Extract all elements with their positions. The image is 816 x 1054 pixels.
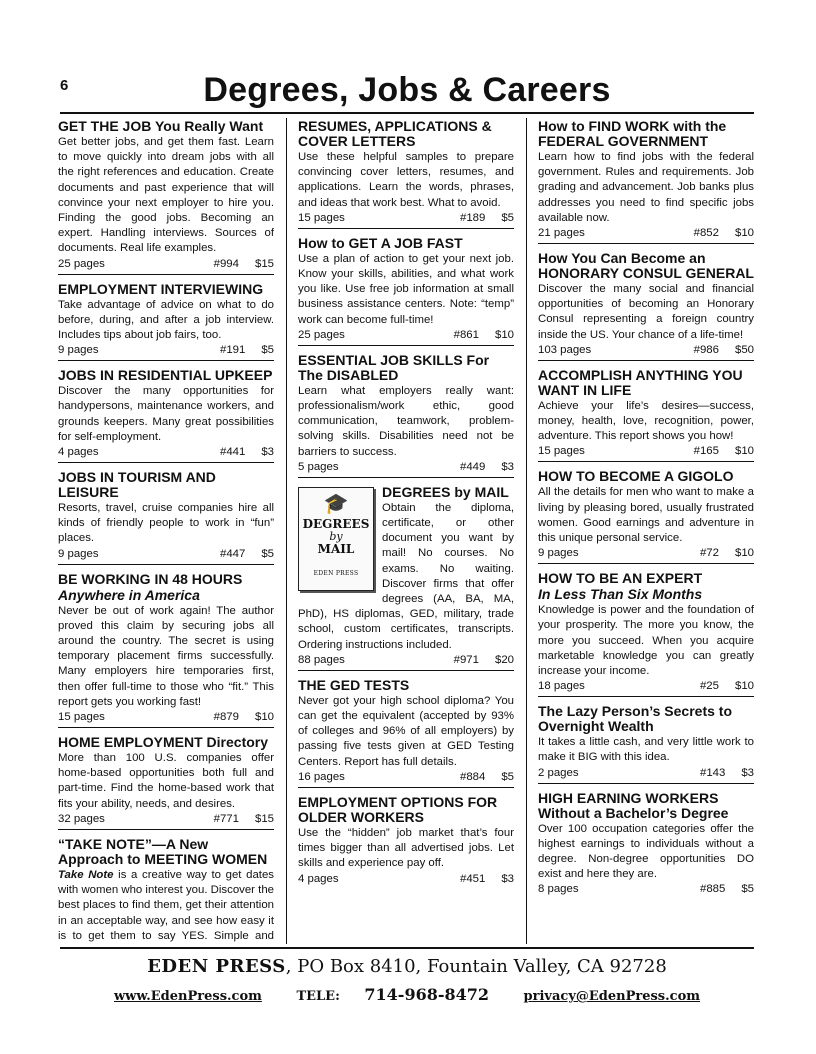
item-title: JOBS IN TOURISM AND LEISURE <box>58 469 216 501</box>
item-pages: 103 pages <box>538 343 592 356</box>
item-meta <box>298 872 514 887</box>
item-meta <box>58 812 274 827</box>
phone-group <box>286 985 499 1004</box>
catalog-item <box>538 367 754 463</box>
item-price: $10 <box>734 547 754 560</box>
item-description: Take advantage of advice on what to do before, during, and after a job interview. Includes tips about job fairs, too. <box>58 298 274 342</box>
book-publisher: EDEN PRESS <box>313 569 359 577</box>
title-divider <box>60 112 754 114</box>
book-title-line1: DEGREES <box>302 516 370 531</box>
item-description: All the details for men who want to make a living by pleasing bored, usually frustrated women. Good earnings and adventure in this unique personal service. <box>538 486 754 545</box>
catalog-item <box>58 469 274 565</box>
item-description: Use a plan of action to get your next job. Know your skills, abilities, and what work you like. Use free job information at small business assistance centers. Note: “temp” work can become full-time! <box>298 252 514 326</box>
item-code: #852 <box>693 227 719 240</box>
catalog-item <box>298 118 514 229</box>
item-meta <box>298 328 514 343</box>
item-code: #441 <box>219 446 246 459</box>
item-title: The Lazy Person’s Secrets to Overnight Wealth <box>538 703 732 735</box>
book-title-line2: by <box>329 529 343 543</box>
item-description: Learn what employers really want: professionalism/work ethic, good communication, teamwork, problem-solving skills. Disabilities need not be barriers to success. <box>298 384 514 458</box>
item-description-lead: Take Note <box>58 868 114 881</box>
item-code: #165 <box>693 445 719 458</box>
item-meta <box>58 445 274 460</box>
item-title: BE WORKING IN 48 HOURS <box>58 570 243 587</box>
item-title: HOME EMPLOYMENT Directory <box>58 734 269 751</box>
item-pages: 18 pages <box>538 680 585 693</box>
item-meta <box>538 679 754 694</box>
email-link[interactable]: privacy@EdenPress.com <box>523 989 700 1004</box>
item-subtitle: Anywhere in America <box>58 586 200 603</box>
item-price: $3 <box>501 872 514 885</box>
item-title: ESSENTIAL JOB SKILLS For The DISABLED <box>298 351 490 383</box>
item-subtitle: In Less Than Six Months <box>538 586 703 603</box>
item-description: Never got your high school diploma? You can get the equivalent (accepted by 93% of colleges and 96% of all employers) by passing five tests given at GED Testing Centers. Report has full details. <box>298 694 514 768</box>
item-description: Discover the many social and financial opportunities of becoming an Honorary Consul representing a foreign country inside the US. Your chance of a life-time! <box>538 283 754 341</box>
column-divider <box>286 118 287 944</box>
item-code: #191 <box>219 344 246 357</box>
item-price: $15 <box>254 257 274 270</box>
item-pages: 21 pages <box>538 227 585 240</box>
item-pages: 4 pages <box>58 446 99 459</box>
column-3 <box>538 118 754 944</box>
item-description: Obtain the diploma, certificate, or other document you want by mail! No courses. No exams. No waiting. Discover firms that offer degrees (AA, BA, MA, PhD), HS diplomas, GED, military, trade school, custom certificates, transcripts. Ordering instructions included. <box>298 501 514 651</box>
column-divider <box>526 118 527 944</box>
item-price: $3 <box>741 766 754 779</box>
footer-contact <box>60 985 754 1004</box>
item-code: #861 <box>453 328 479 341</box>
item-pages: 32 pages <box>58 812 105 825</box>
catalog-item <box>538 250 754 361</box>
website-link[interactable]: www.EdenPress.com <box>113 989 262 1004</box>
page-number: 6 <box>60 77 69 94</box>
item-description: Learn how to find jobs with the federal government. Rules and requirements. Job grading and advancement. Job banks plus addresses you need to find specific jobs available now. <box>538 151 754 224</box>
item-meta <box>298 460 514 475</box>
catalog-item <box>298 352 514 478</box>
item-description: More than 100 U.S. companies offer home-based opportunities both full and part-time. Find the home-based work that fits your ability, needs, and desires. <box>58 752 274 810</box>
catalog-item <box>538 118 754 244</box>
item-price: $5 <box>501 770 514 783</box>
item-pages: 15 pages <box>298 211 345 224</box>
item-code: #971 <box>453 653 479 666</box>
item-code: #879 <box>213 711 239 724</box>
catalog-item <box>538 570 754 697</box>
item-price: $15 <box>254 812 274 825</box>
graduation-cap-icon: 🎓 <box>323 490 349 515</box>
footer-divider <box>60 947 754 949</box>
item-code: #449 <box>459 460 486 473</box>
item-description: It takes a little cash, and very little work to make it BIG with this idea. <box>538 736 754 764</box>
item-description: Use the “hidden” job market that’s four times bigger than all advertised jobs. Let skills and experience pay off. <box>298 826 514 870</box>
item-title: RESUMES, APPLICATIONS & COVER LETTERS <box>298 118 492 149</box>
item-description: Never be out of work again! The author proved this claim by securing jobs all around the country. The secret is using temporary placement firms successfully. Many employers hire temporaries first, then offer full-time to those who “fit.” This report gets you working fast! <box>58 604 274 708</box>
item-price: $5 <box>261 344 274 357</box>
item-title: HIGH EARNING WORKERS Without a Bachelor’s Degree <box>538 789 729 821</box>
item-code: #885 <box>699 883 726 896</box>
item-description: Knowledge is power and the foundation of your prosperity. The more you know, the more you succeed. When you acquire marketable knowledge you can greatly increase your income. <box>538 604 754 678</box>
item-meta <box>58 547 274 562</box>
item-price: $3 <box>261 446 274 459</box>
item-description: Over 100 occupation categories offer the highest earnings to individuals without a degree. Non-degree opportunities DO exist and here they are. <box>538 822 754 881</box>
catalog-item <box>58 281 274 362</box>
item-pages: 9 pages <box>58 547 99 560</box>
item-price: $10 <box>734 445 754 458</box>
item-code: #994 <box>213 257 239 270</box>
item-description: Resorts, travel, cruise companies hire all kinds of friendly people to work in “fun” places. <box>58 502 274 545</box>
item-price: $5 <box>501 211 514 224</box>
item-title: “TAKE NOTE”—A New Approach to MEETING WOMEN <box>58 835 268 867</box>
catalog-item <box>58 836 274 944</box>
item-price: $5 <box>261 547 274 560</box>
item-title: DEGREES by MAIL <box>382 483 509 500</box>
address-text: , PO Box 8410, Fountain Valley, CA 92728 <box>285 956 667 977</box>
item-meta <box>298 211 514 226</box>
item-meta <box>538 766 754 781</box>
catalog-item <box>538 468 754 564</box>
item-description: Discover the many opportunities for handypersons, maintenance workers, and grounds keepers. Many great possibilities for self-employment. <box>58 385 274 443</box>
catalog-item <box>298 677 514 788</box>
item-meta <box>58 343 274 358</box>
item-code: #72 <box>699 547 719 560</box>
item-description <box>58 868 274 944</box>
item-meta <box>538 546 754 561</box>
catalog-item <box>58 118 274 275</box>
catalog-item <box>538 703 754 783</box>
item-price: $50 <box>734 343 754 356</box>
item-title: JOBS IN RESIDENTIAL UPKEEP <box>58 367 273 384</box>
footer-address <box>60 956 754 977</box>
item-pages: 8 pages <box>538 883 579 896</box>
item-price: $10 <box>254 711 274 724</box>
item-description: Use these helpful samples to prepare convincing cover letters, resumes, and applications. Learn the words, phrases, and ideas that work best. What to avoid. <box>298 151 514 209</box>
tele-label: TELE: <box>296 989 340 1004</box>
item-code: #986 <box>693 343 719 356</box>
item-title: EMPLOYMENT OPTIONS FOR OLDER WORKERS <box>298 793 498 825</box>
catalog-item <box>298 235 514 346</box>
book-title-line3: MAIL <box>317 541 355 556</box>
item-pages: 2 pages <box>538 766 579 779</box>
item-price: $10 <box>494 328 514 341</box>
item-code: #143 <box>699 766 726 779</box>
item-meta <box>58 257 274 272</box>
item-price: $3 <box>501 460 514 473</box>
item-pages: 4 pages <box>298 872 339 885</box>
item-code: #771 <box>213 812 239 825</box>
item-pages: 25 pages <box>298 328 345 341</box>
item-meta <box>538 226 754 241</box>
item-title: ACCOMPLISH ANYTHING YOU WANT IN LIFE <box>538 366 743 398</box>
item-title: How to FIND WORK with the FEDERAL GOVERNMENT <box>538 118 727 149</box>
catalog-item <box>298 484 514 671</box>
item-title: How to GET A JOB FAST <box>298 234 463 251</box>
item-pages: 9 pages <box>538 547 579 560</box>
item-title: EMPLOYMENT INTERVIEWING <box>58 280 264 297</box>
item-meta <box>538 882 754 897</box>
catalog-item <box>58 734 274 830</box>
item-pages: 15 pages <box>538 445 585 458</box>
item-price: $10 <box>734 680 754 693</box>
item-price: $5 <box>741 883 754 896</box>
item-code: #451 <box>459 872 486 885</box>
item-pages: 25 pages <box>58 257 105 270</box>
item-price: $10 <box>734 227 754 240</box>
item-title: THE GED TESTS <box>298 676 410 693</box>
item-meta <box>538 343 754 358</box>
catalog-item <box>538 790 754 900</box>
item-meta <box>58 710 274 725</box>
page-title: Degrees, Jobs & Careers <box>203 71 611 109</box>
item-description-rest: is a creative way to get dates with women who interest you. Discover the best places to find them, get their attention in an acceptable way, and see how easy it is to get them to say YES. Simple and <box>58 868 274 942</box>
column-1 <box>58 118 274 944</box>
item-title: HOW TO BECOME A GIGOLO <box>538 468 734 485</box>
item-pages: 88 pages <box>298 653 345 666</box>
item-code: #189 <box>459 211 486 224</box>
item-code: #25 <box>699 680 719 693</box>
item-meta <box>298 770 514 785</box>
column-2 <box>298 118 514 944</box>
book-cover-image <box>298 487 374 591</box>
item-title: How You Can Become an HONORARY CONSUL GENERAL <box>538 250 754 282</box>
item-description: Achieve your life’s desires—success, money, health, love, recognition, power, adventure. This report shows you how! <box>538 399 754 443</box>
phone-number[interactable]: 714-968-8472 <box>364 985 490 1004</box>
item-pages: 5 pages <box>298 460 339 473</box>
catalog-item <box>58 571 274 728</box>
company-name: EDEN PRESS <box>147 956 286 977</box>
item-code: #447 <box>219 547 246 560</box>
catalog-item <box>298 794 514 889</box>
item-title: GET THE JOB You Really Want <box>58 118 264 134</box>
item-price: $20 <box>494 653 514 666</box>
item-pages: 9 pages <box>58 344 99 357</box>
item-code: #884 <box>459 770 486 783</box>
catalog-item <box>58 367 274 463</box>
item-description: Get better jobs, and get them fast. Learn to move quickly into dream jobs with all the right references and education. Create documents and past experience that will convince your next employer to hire you. Finding the good jobs. Becoming an expert. Handling interviews. Sources of documents. Real life examples. <box>58 136 274 255</box>
item-pages: 16 pages <box>298 770 345 783</box>
item-pages: 15 pages <box>58 711 105 724</box>
item-title: HOW TO BE AN EXPERT <box>538 570 703 587</box>
item-meta <box>298 653 514 668</box>
item-meta <box>538 444 754 459</box>
